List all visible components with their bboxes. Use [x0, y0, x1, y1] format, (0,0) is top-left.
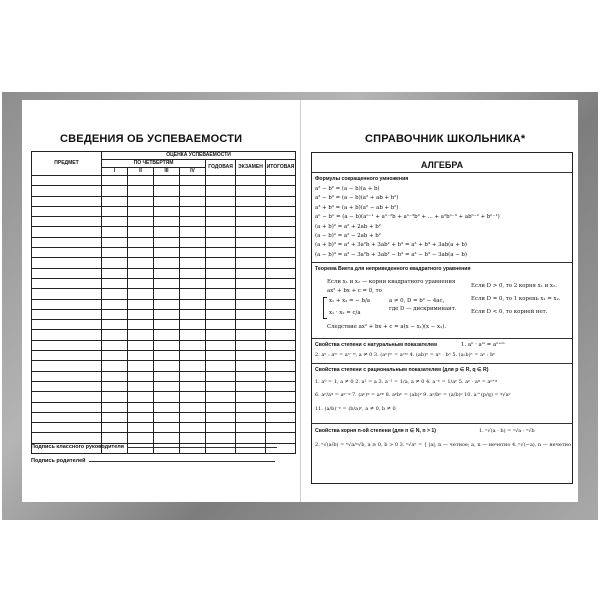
- grade-cell[interactable]: [266, 206, 296, 216]
- vieta-case-1: Если D > 0, то 2 корня x₁ и x₂.: [471, 283, 557, 289]
- subject-cell[interactable]: [32, 299, 102, 309]
- section-natural-power-title: Свойства степени с натуральным показателем: [315, 342, 437, 348]
- teacher-signature-line[interactable]: [127, 442, 277, 448]
- grade-cell[interactable]: [206, 299, 236, 309]
- parents-signature: [31, 456, 275, 464]
- grade-cell[interactable]: [180, 423, 206, 433]
- grade-cell[interactable]: [102, 237, 128, 247]
- grade-cell[interactable]: [154, 392, 180, 402]
- grade-cell[interactable]: [236, 320, 266, 330]
- grade-cell[interactable]: [206, 330, 236, 340]
- grade-cell[interactable]: [206, 423, 236, 433]
- table-row: [32, 351, 296, 361]
- header-q1: I: [102, 168, 128, 176]
- grade-cell[interactable]: [154, 371, 180, 381]
- vieta-case-3: Если D < 0, то корней нет.: [471, 309, 548, 315]
- grade-cell[interactable]: [206, 289, 236, 299]
- grade-cell[interactable]: [128, 412, 154, 422]
- subject-cell[interactable]: [32, 309, 102, 319]
- table-row: [32, 258, 296, 268]
- grade-cell[interactable]: [236, 176, 266, 186]
- root-rule-1: 1. ⁿ√(a · b) = ⁿ√a · ⁿ√b: [479, 428, 535, 434]
- grade-cell[interactable]: [180, 186, 206, 196]
- grade-cell[interactable]: [128, 402, 154, 412]
- natural-power-1: 1. aⁿ · aᵐ = aⁿ⁺ᵐ: [461, 342, 505, 348]
- grade-cell[interactable]: [154, 268, 180, 278]
- reference-box: [311, 152, 573, 484]
- rational-power-rules-2: 6. aᵖ/aᵠ = aᵖ⁻ᵠ 7. (aᵖ)ᵠ = aᵖᵠ 8. aᵖbᵖ = (ab)ᵖ 9. aᵖ/bᵖ = (a/b)ᵖ 10. a^(p/q) = ᵠ√aᵖ: [315, 392, 511, 398]
- grade-cell[interactable]: [102, 299, 128, 309]
- grade-cell[interactable]: [154, 351, 180, 361]
- grade-cell[interactable]: [128, 248, 154, 258]
- formula-line: (a + b)³ = a³ + 3a²b + 3ab² + b³ = a³ + b³ + 3ab(a + b): [315, 242, 467, 249]
- grade-cell[interactable]: [180, 330, 206, 340]
- subject-cell[interactable]: [32, 278, 102, 288]
- grade-cell[interactable]: [266, 381, 296, 391]
- formula-line: (a − b)³ = a³ − 3a²b + 3ab² − b³ = a³ − b³ − 3ab(a − b): [315, 251, 467, 258]
- grade-cell[interactable]: [236, 206, 266, 216]
- vieta-condition-2: где D — дискриминант.: [389, 306, 457, 312]
- grade-cell[interactable]: [206, 278, 236, 288]
- section-rational-power-title: Свойства степени с рациональным показателем (для p ∈ R, q ∈ R): [315, 367, 489, 373]
- grade-cell[interactable]: [102, 340, 128, 350]
- vieta-brace: [323, 297, 327, 319]
- grade-cell[interactable]: [206, 309, 236, 319]
- grade-cell[interactable]: [206, 351, 236, 361]
- subject-cell[interactable]: [32, 351, 102, 361]
- section-vieta-title: Теорема Виета для неприведенного квадратного уравнения: [315, 266, 471, 272]
- grade-cell[interactable]: [266, 392, 296, 402]
- grade-cell[interactable]: [180, 309, 206, 319]
- grade-cell[interactable]: [128, 186, 154, 196]
- vieta-consequence: Следствие ax² + bx + c = a(x − x₁)(x − x₂).: [327, 324, 447, 330]
- vieta-intro: Если x₁ и x₂ — корни квадратного уравнения: [327, 279, 456, 285]
- table-row: [32, 423, 296, 433]
- grade-cell[interactable]: [128, 392, 154, 402]
- table-row: [32, 206, 296, 216]
- grade-cell[interactable]: [206, 217, 236, 227]
- table-row: [32, 412, 296, 422]
- grade-cell[interactable]: [180, 196, 206, 206]
- grade-cell[interactable]: [206, 248, 236, 258]
- table-row: [32, 176, 296, 186]
- grade-cell[interactable]: [206, 258, 236, 268]
- grade-cell[interactable]: [102, 371, 128, 381]
- header-q2: II: [128, 168, 154, 176]
- subject-cell[interactable]: [32, 176, 102, 186]
- grade-cell[interactable]: [180, 258, 206, 268]
- grade-cell[interactable]: [180, 412, 206, 422]
- table-row: [32, 268, 296, 278]
- grade-cell[interactable]: [102, 248, 128, 258]
- subject-cell[interactable]: [32, 402, 102, 412]
- grade-cell[interactable]: [102, 309, 128, 319]
- root-rules: 2. ⁿ√(a/b) = ⁿ√a/ⁿ√b, a ≥ 0, b > 0 3. ⁿ√aⁿ = { |a|, n — четное; a, n — нечетно 4. ⁿ√(−a), n — нечетно: [315, 442, 571, 448]
- grade-cell[interactable]: [154, 196, 180, 206]
- grade-cell[interactable]: [266, 371, 296, 381]
- grade-cell[interactable]: [180, 278, 206, 288]
- grade-cell[interactable]: [128, 237, 154, 247]
- subject-cell[interactable]: [32, 227, 102, 237]
- reference-title: СПРАВОЧНИК ШКОЛЬНИКА*: [365, 133, 526, 145]
- subject-cell[interactable]: [32, 412, 102, 422]
- grade-cell[interactable]: [128, 196, 154, 206]
- divider-2: [311, 338, 573, 339]
- grade-cell[interactable]: [266, 330, 296, 340]
- header-q3: III: [154, 168, 180, 176]
- subject-cell[interactable]: [32, 268, 102, 278]
- grade-cell[interactable]: [236, 423, 266, 433]
- rational-power-rules-3: 11. (a/b)⁻ᵖ = (b/a)ᵖ, a ≠ 0, b ≠ 0: [315, 406, 396, 412]
- grade-cell[interactable]: [266, 217, 296, 227]
- subject-cell[interactable]: [32, 320, 102, 330]
- grade-cell[interactable]: [128, 206, 154, 216]
- grade-cell[interactable]: [266, 423, 296, 433]
- table-row: [32, 289, 296, 299]
- header-subject: ПРЕДМЕТ: [32, 152, 102, 176]
- grade-cell[interactable]: [180, 381, 206, 391]
- grade-cell[interactable]: [266, 289, 296, 299]
- section-root-title: Свойства корня n-ой степени (для n ∈ N, n > 1): [315, 428, 437, 434]
- grade-cell[interactable]: [128, 361, 154, 371]
- grade-cell[interactable]: [180, 371, 206, 381]
- subject-cell[interactable]: [32, 289, 102, 299]
- grade-cell[interactable]: [266, 278, 296, 288]
- grade-cell[interactable]: [102, 176, 128, 186]
- grade-cell[interactable]: [180, 248, 206, 258]
- grade-cell[interactable]: [154, 217, 180, 227]
- grade-cell[interactable]: [128, 258, 154, 268]
- header-final: ИТОГОВАЯ: [266, 160, 296, 176]
- grade-cell[interactable]: [206, 392, 236, 402]
- grade-cell[interactable]: [180, 351, 206, 361]
- subject-cell[interactable]: [32, 258, 102, 268]
- teacher-signature: [31, 442, 277, 450]
- table-row: [32, 196, 296, 206]
- formula-line: (a + b)² = a² + 2ab + b²: [315, 223, 381, 230]
- grade-cell[interactable]: [206, 381, 236, 391]
- table-row: [32, 299, 296, 309]
- grade-cell[interactable]: [154, 278, 180, 288]
- grade-cell[interactable]: [180, 237, 206, 247]
- grades-table: [31, 151, 296, 454]
- grade-cell[interactable]: [154, 340, 180, 350]
- header-q4: IV: [180, 168, 206, 176]
- vieta-condition-1: a ≠ 0, D = b² − 4ac,: [389, 298, 445, 304]
- grade-cell[interactable]: [154, 227, 180, 237]
- grade-cell[interactable]: [154, 381, 180, 391]
- grade-cell[interactable]: [180, 392, 206, 402]
- grade-cell[interactable]: [236, 299, 266, 309]
- table-row: [32, 371, 296, 381]
- grade-cell[interactable]: [266, 258, 296, 268]
- grade-cell[interactable]: [180, 299, 206, 309]
- grade-cell[interactable]: [102, 196, 128, 206]
- grade-cell[interactable]: [154, 320, 180, 330]
- grade-cell[interactable]: [236, 278, 266, 288]
- grade-cell[interactable]: [154, 361, 180, 371]
- subject-cell[interactable]: [32, 248, 102, 258]
- grade-cell[interactable]: [180, 206, 206, 216]
- grade-cell[interactable]: [266, 320, 296, 330]
- grade-cell[interactable]: [180, 361, 206, 371]
- subject-cell[interactable]: [32, 330, 102, 340]
- grade-cell[interactable]: [236, 381, 266, 391]
- natural-power-rules: 2. aⁿ : aᵐ = aⁿ⁻ᵐ, a ≠ 0 3. (aⁿ)ᵐ = aⁿᵐ 4. (ab)ⁿ = aⁿ · bⁿ 5. (a:b)ⁿ = aⁿ : bⁿ: [315, 352, 496, 358]
- grade-cell[interactable]: [154, 330, 180, 340]
- grade-cell[interactable]: [102, 320, 128, 330]
- subject-cell[interactable]: [32, 196, 102, 206]
- grade-cell[interactable]: [236, 309, 266, 319]
- header-grade: ОЦЕНКА УСПЕВАЕМОСТИ: [102, 152, 296, 160]
- formula-line: a³ + b³ = (a + b)(a² − ab + b²): [315, 204, 399, 211]
- grade-cell[interactable]: [128, 309, 154, 319]
- grade-cell[interactable]: [128, 351, 154, 361]
- grade-cell[interactable]: [180, 176, 206, 186]
- grade-cell[interactable]: [180, 289, 206, 299]
- grade-cell[interactable]: [154, 248, 180, 258]
- table-row: [32, 309, 296, 319]
- header-exam: ЭКЗАМЕН: [236, 160, 266, 176]
- grade-cell[interactable]: [236, 371, 266, 381]
- grade-cell[interactable]: [102, 392, 128, 402]
- grade-cell[interactable]: [206, 361, 236, 371]
- divider-3: [311, 363, 573, 364]
- grade-cell[interactable]: [128, 217, 154, 227]
- grade-cell[interactable]: [236, 351, 266, 361]
- rational-power-rules-1: 1. a⁰ = 1, a ≠ 0 2. a¹ = a 3. a⁻¹ = 1/a, a ≠ 0 4. a⁻ᵖ = 1/aᵖ 5. aᵖ · aᵠ = aᵖ⁺ᵠ: [315, 379, 498, 385]
- divider-1: [311, 262, 573, 263]
- subject-cell[interactable]: [32, 361, 102, 371]
- grade-cell[interactable]: [154, 309, 180, 319]
- grade-cell[interactable]: [266, 248, 296, 258]
- grade-cell[interactable]: [236, 227, 266, 237]
- header-annual: ГОДОВАЯ: [206, 160, 236, 176]
- grade-cell[interactable]: [180, 268, 206, 278]
- grade-cell[interactable]: [102, 289, 128, 299]
- grade-cell[interactable]: [236, 248, 266, 258]
- grade-cell[interactable]: [236, 392, 266, 402]
- grade-cell[interactable]: [128, 289, 154, 299]
- grade-cell[interactable]: [236, 330, 266, 340]
- grade-cell[interactable]: [266, 402, 296, 412]
- left-page: [22, 100, 300, 502]
- grades-title: СВЕДЕНИЯ ОБ УСПЕВАЕМОСТИ: [60, 133, 243, 145]
- subject-cell[interactable]: [32, 423, 102, 433]
- grade-cell[interactable]: [206, 412, 236, 422]
- grade-cell[interactable]: [102, 423, 128, 433]
- header-quarters: ПО ЧЕТВЕРТЯМ: [102, 160, 206, 168]
- grade-cell[interactable]: [236, 258, 266, 268]
- grade-cell[interactable]: [266, 299, 296, 309]
- grade-cell[interactable]: [102, 361, 128, 371]
- grade-cell[interactable]: [236, 289, 266, 299]
- subject-cell[interactable]: [32, 381, 102, 391]
- grade-cell[interactable]: [206, 176, 236, 186]
- grade-cell[interactable]: [236, 412, 266, 422]
- vieta-sum: x₁ + x₂ = − b/a: [329, 298, 371, 304]
- grade-cell[interactable]: [102, 217, 128, 227]
- table-row: [32, 227, 296, 237]
- grade-cell[interactable]: [206, 371, 236, 381]
- subject-cell[interactable]: [32, 371, 102, 381]
- grade-cell[interactable]: [266, 361, 296, 371]
- grade-cell[interactable]: [128, 423, 154, 433]
- table-row: [32, 237, 296, 247]
- grade-cell[interactable]: [102, 268, 128, 278]
- grade-cell[interactable]: [154, 206, 180, 216]
- subject-cell[interactable]: [32, 217, 102, 227]
- header-divider: [311, 172, 573, 173]
- grade-cell[interactable]: [236, 340, 266, 350]
- grade-cell[interactable]: [236, 402, 266, 412]
- grade-cell[interactable]: [154, 237, 180, 247]
- table-row: [32, 248, 296, 258]
- grade-cell[interactable]: [102, 227, 128, 237]
- grade-cell[interactable]: [206, 320, 236, 330]
- grade-cell[interactable]: [206, 186, 236, 196]
- subject-cell[interactable]: [32, 206, 102, 216]
- grade-cell[interactable]: [206, 268, 236, 278]
- parents-signature-line[interactable]: [89, 456, 275, 462]
- vieta-product: x₁ · x₂ = c/a: [329, 310, 361, 316]
- grade-cell[interactable]: [236, 237, 266, 247]
- grade-cell[interactable]: [180, 320, 206, 330]
- grade-cell[interactable]: [266, 268, 296, 278]
- grade-cell[interactable]: [154, 423, 180, 433]
- grade-cell[interactable]: [102, 402, 128, 412]
- grade-cell[interactable]: [154, 299, 180, 309]
- table-row: [32, 392, 296, 402]
- grade-cell[interactable]: [102, 258, 128, 268]
- subject-cell[interactable]: [32, 186, 102, 196]
- table-row: [32, 278, 296, 288]
- grade-cell[interactable]: [102, 186, 128, 196]
- grade-cell[interactable]: [102, 351, 128, 361]
- grade-cell[interactable]: [236, 361, 266, 371]
- table-row: [32, 381, 296, 391]
- grade-cell[interactable]: [206, 196, 236, 206]
- grade-cell[interactable]: [128, 340, 154, 350]
- grade-cell[interactable]: [128, 381, 154, 391]
- grade-cell[interactable]: [266, 176, 296, 186]
- grade-cell[interactable]: [206, 340, 236, 350]
- grade-cell[interactable]: [206, 227, 236, 237]
- grade-cell[interactable]: [236, 196, 266, 206]
- grade-cell[interactable]: [266, 196, 296, 206]
- subject-cell[interactable]: [32, 392, 102, 402]
- grade-cell[interactable]: [266, 351, 296, 361]
- grade-cell[interactable]: [236, 268, 266, 278]
- grade-cell[interactable]: [206, 237, 236, 247]
- grade-cell[interactable]: [206, 206, 236, 216]
- table-row: [32, 340, 296, 350]
- grade-cell[interactable]: [180, 402, 206, 412]
- vieta-case-2: Если D = 0, то 1 корень x₁ = x₂.: [471, 296, 561, 302]
- grade-cell[interactable]: [154, 402, 180, 412]
- grade-cell[interactable]: [180, 217, 206, 227]
- subject-cell[interactable]: [32, 237, 102, 247]
- formula-line: aⁿ − bⁿ = (a − b)(aⁿ⁻¹ + aⁿ⁻²b + aⁿ⁻³b² + ... + a²bⁿ⁻³ + abⁿ⁻² + bⁿ⁻¹): [315, 214, 500, 221]
- table-row: [32, 361, 296, 371]
- table-row: [32, 186, 296, 196]
- grade-cell[interactable]: [154, 186, 180, 196]
- grade-cell[interactable]: [236, 217, 266, 227]
- formula-line: a² − b² = (a − b)(a + b): [315, 186, 380, 192]
- grade-cell[interactable]: [266, 227, 296, 237]
- grade-cell[interactable]: [102, 278, 128, 288]
- grade-cell[interactable]: [102, 381, 128, 391]
- table-row: [32, 320, 296, 330]
- grade-cell[interactable]: [154, 176, 180, 186]
- section-short-mult-title: Формулы сокращенного умножения: [315, 176, 409, 182]
- grade-cell[interactable]: [180, 227, 206, 237]
- grade-cell[interactable]: [266, 412, 296, 422]
- grade-cell[interactable]: [154, 412, 180, 422]
- grade-cell[interactable]: [236, 186, 266, 196]
- formula-line: (a − b)² = a² − 2ab + b²: [315, 233, 381, 239]
- subject-cell[interactable]: [32, 340, 102, 350]
- grade-cell[interactable]: [128, 278, 154, 288]
- grade-cell[interactable]: [102, 412, 128, 422]
- grade-cell[interactable]: [266, 340, 296, 350]
- grade-cell[interactable]: [206, 402, 236, 412]
- grade-cell[interactable]: [128, 330, 154, 340]
- grade-cell[interactable]: [128, 227, 154, 237]
- algebra-header: АЛГЕБРА: [420, 160, 464, 170]
- grade-cell[interactable]: [266, 186, 296, 196]
- teacher-signature-label: Подпись классного руководителя: [31, 444, 124, 450]
- grade-cell[interactable]: [102, 330, 128, 340]
- table-row: [32, 217, 296, 227]
- grade-cell[interactable]: [128, 176, 154, 186]
- table-row: [32, 330, 296, 340]
- formula-line: a³ − b³ = (a − b)(a² + ab + b²): [315, 195, 399, 202]
- grade-cell[interactable]: [128, 371, 154, 381]
- grade-cell[interactable]: [154, 258, 180, 268]
- grade-cell[interactable]: [266, 309, 296, 319]
- grade-cell[interactable]: [128, 320, 154, 330]
- grade-cell[interactable]: [102, 206, 128, 216]
- parents-signature-label: Подпись родителей: [31, 458, 86, 464]
- grade-cell[interactable]: [180, 340, 206, 350]
- right-page: [300, 100, 578, 502]
- grade-cell[interactable]: [266, 237, 296, 247]
- grade-cell[interactable]: [128, 299, 154, 309]
- grade-cell[interactable]: [154, 289, 180, 299]
- divider-4: [311, 423, 573, 424]
- grade-cell[interactable]: [128, 268, 154, 278]
- table-row: [32, 402, 296, 412]
- vieta-equation: ax² + bx + c = 0, то: [327, 288, 382, 294]
